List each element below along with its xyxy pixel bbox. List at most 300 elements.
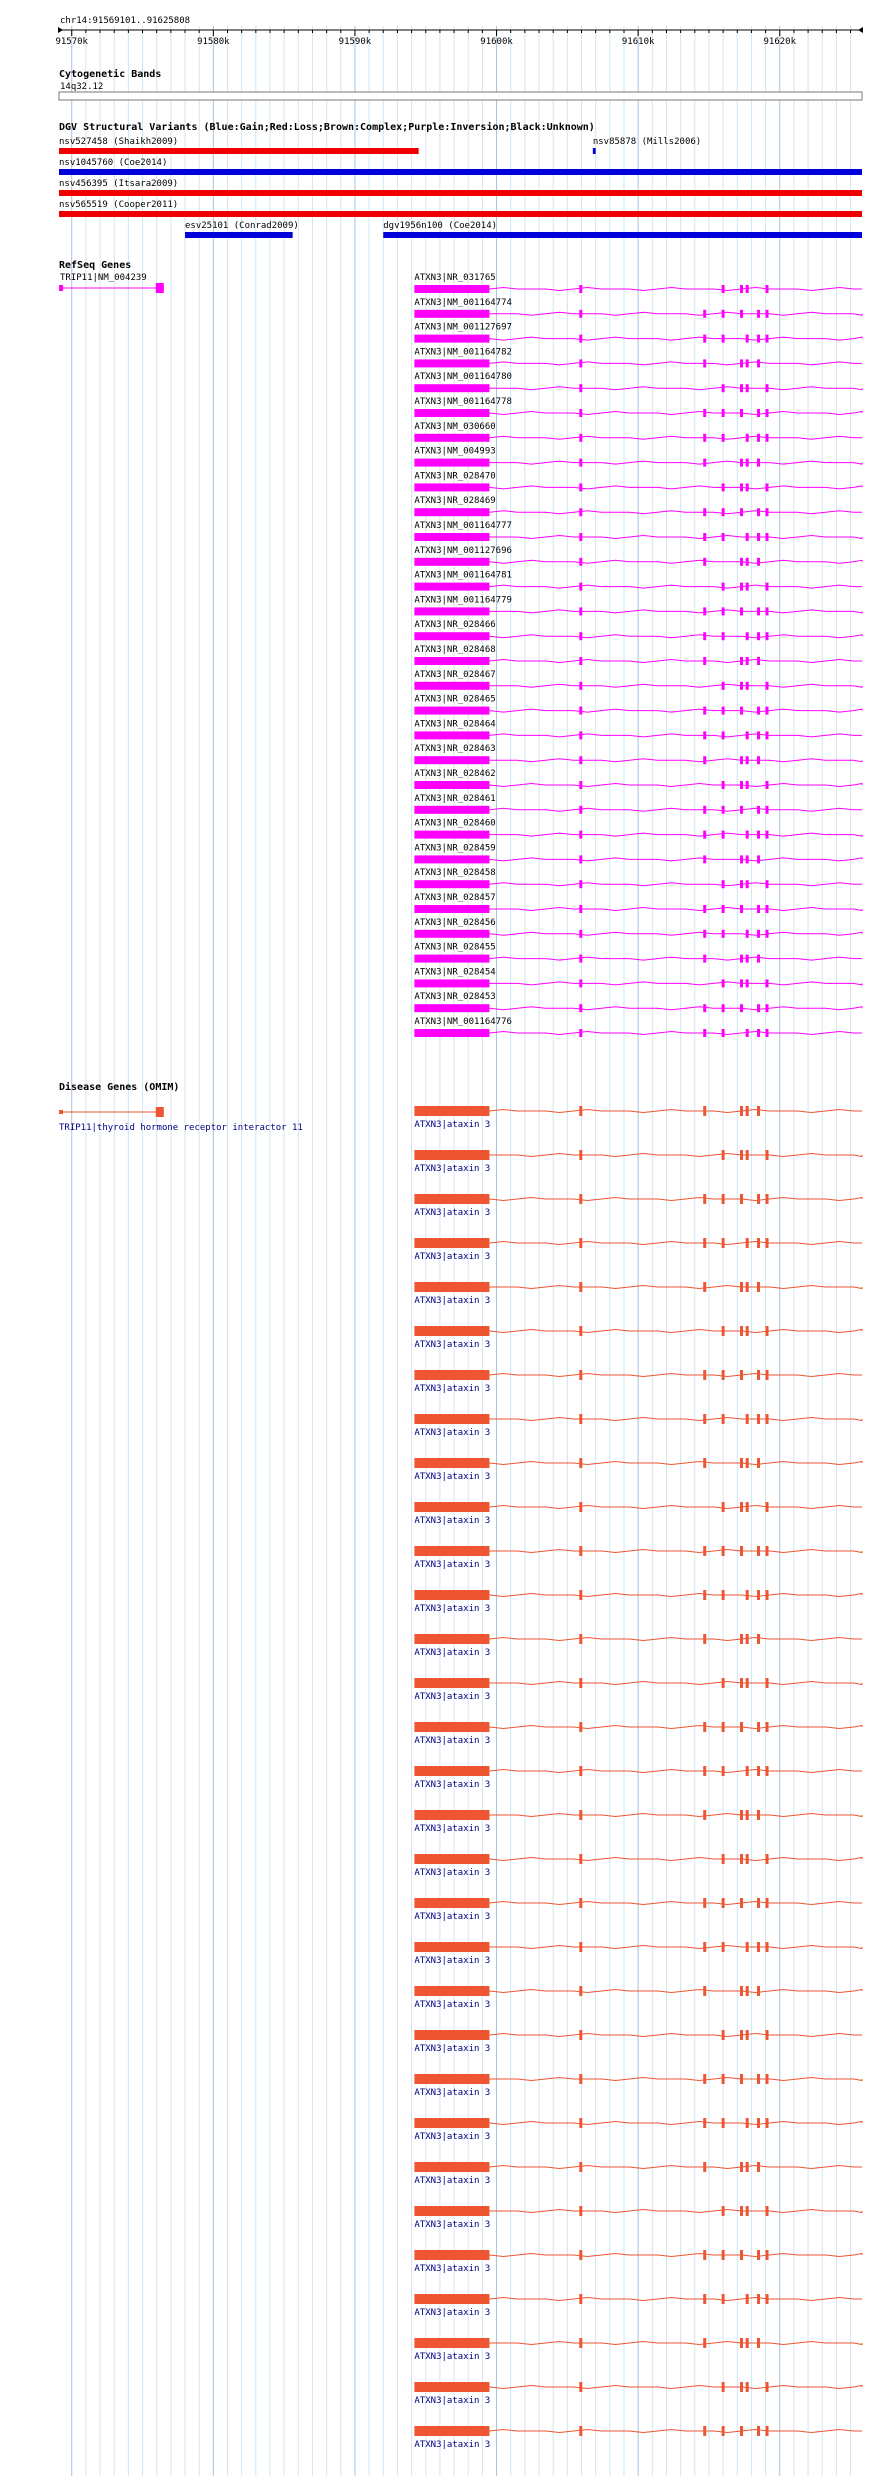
omim-exon xyxy=(579,1282,582,1292)
dgv-variant-bar xyxy=(593,148,596,154)
dgv-variant-label: nsv527458 (Shaikh2009) xyxy=(59,137,179,147)
dgv-track[interactable] xyxy=(59,137,862,238)
refseq-exon xyxy=(757,930,760,938)
omim-utr-block xyxy=(414,1238,489,1248)
omim-intron-line xyxy=(489,1638,862,1641)
refseq-exon xyxy=(579,583,582,591)
omim-exon xyxy=(757,1810,760,1820)
refseq-exon xyxy=(757,756,760,764)
omim-intron-line xyxy=(489,2254,862,2257)
refseq-intron-line xyxy=(489,883,862,886)
refseq-exon xyxy=(579,905,582,913)
refseq-exon xyxy=(766,707,769,715)
omim-intron-line xyxy=(489,2210,862,2213)
omim-utr-block xyxy=(414,2250,489,2260)
omim-exon xyxy=(579,1854,582,1864)
cytoband-track-title[interactable]: Cytogenetic Bands xyxy=(59,69,162,80)
refseq-exon xyxy=(703,607,706,615)
omim-exon xyxy=(703,1458,706,1468)
refseq-exon xyxy=(703,632,706,640)
refseq-exon xyxy=(579,682,582,690)
refseq-utr-block xyxy=(414,1004,489,1012)
refseq-exon xyxy=(722,880,725,888)
refseq-exon xyxy=(579,756,582,764)
dgv-variant-label: nsv456395 (Itsara2009) xyxy=(59,179,179,189)
refseq-transcript-label: ATXN3|NR_028455 xyxy=(414,942,496,953)
omim-gene-label: ATXN3|ataxin 3 xyxy=(414,1120,491,1130)
omim-exon xyxy=(703,1546,706,1556)
omim-exon xyxy=(757,1238,760,1248)
refseq-exon xyxy=(722,1029,725,1037)
refseq-utr-block xyxy=(414,558,489,566)
refseq-exon xyxy=(579,533,582,541)
omim-exon xyxy=(766,2030,769,2040)
refseq-utr-block xyxy=(414,979,489,987)
omim-intron-line xyxy=(489,1594,862,1597)
omim-exon xyxy=(757,2426,760,2436)
omim-exon xyxy=(579,1722,582,1732)
omim-gene-label: ATXN3|ataxin 3 xyxy=(414,1648,491,1658)
omim-exon xyxy=(766,1502,769,1512)
omim-utr-block xyxy=(414,1722,489,1732)
omim-gene-label: ATXN3|ataxin 3 xyxy=(414,1340,491,1350)
omim-gene-label: ATXN3|ataxin 3 xyxy=(414,1604,491,1614)
refseq-transcript-label: ATXN3|NM_001164780 xyxy=(414,372,512,383)
refseq-exon xyxy=(740,508,743,516)
refseq-utr-block xyxy=(414,781,489,789)
dgv-track-title[interactable]: DGV Structural Variants (Blue:Gain;Red:Loss;Brown:Complex;Purple:Inversion;Black:Unknown) xyxy=(59,122,595,133)
omim-exon xyxy=(766,2206,769,2216)
refseq-intron-line xyxy=(489,585,862,588)
refseq-intron-line xyxy=(489,610,862,613)
refseq-exon xyxy=(579,707,582,715)
refseq-exon xyxy=(579,1029,582,1037)
ruler-right-arrow xyxy=(858,27,863,33)
refseq-exon xyxy=(746,731,749,739)
refseq-intron-line xyxy=(489,635,862,638)
refseq-exon xyxy=(757,657,760,665)
cytoband-bar[interactable] xyxy=(59,92,862,100)
omim-exon xyxy=(757,1986,760,1996)
omim-exon xyxy=(757,1590,760,1600)
dgv-variant-bar xyxy=(383,232,862,238)
refseq-exon xyxy=(579,831,582,839)
dgv-variant-bar xyxy=(185,232,293,238)
refseq-exon xyxy=(579,434,582,442)
refseq-exon xyxy=(766,979,769,987)
refseq-intron-line xyxy=(489,560,862,563)
refseq-exon xyxy=(757,558,760,566)
omim-utr-block xyxy=(414,2074,489,2084)
refseq-transcript-label: ATXN3|NR_028463 xyxy=(414,744,496,755)
refseq-exon xyxy=(740,756,743,764)
omim-exon xyxy=(579,1150,582,1160)
omim-exon xyxy=(766,1942,769,1952)
refseq-transcript-label: ATXN3|NR_028460 xyxy=(414,818,496,829)
refseq-utr-block xyxy=(414,533,489,541)
omim-exon xyxy=(740,1722,743,1732)
omim-intron-line xyxy=(489,1682,862,1685)
omim-exon xyxy=(703,2118,706,2128)
ruler-tick-label: 91610k xyxy=(621,37,655,47)
omim-exon xyxy=(579,1370,582,1380)
refseq-exon xyxy=(766,384,769,392)
omim-gene-label: ATXN3|ataxin 3 xyxy=(414,2264,491,2274)
refseq-exon xyxy=(579,880,582,888)
refseq-track-title[interactable]: RefSeq Genes xyxy=(59,260,132,271)
refseq-exon xyxy=(766,880,769,888)
refseq-track[interactable] xyxy=(59,273,862,1037)
refseq-exon xyxy=(757,459,760,467)
omim-utr-block xyxy=(414,2206,489,2216)
refseq-utr-block xyxy=(414,955,489,963)
omim-intron-line xyxy=(489,1726,862,1729)
omim-exon xyxy=(722,1370,725,1380)
refseq-exon xyxy=(740,979,743,987)
refseq-transcript-label: ATXN3|NR_028464 xyxy=(414,719,496,730)
refseq-exon xyxy=(722,979,725,987)
omim-gene-label: ATXN3|ataxin 3 xyxy=(414,1560,491,1570)
omim-track-title[interactable]: Disease Genes (OMIM) xyxy=(59,1082,180,1093)
cytoband-label[interactable]: 14q32.12 xyxy=(60,82,104,92)
refseq-exon xyxy=(579,657,582,665)
omim-exon xyxy=(766,1854,769,1864)
refseq-exon xyxy=(740,359,743,367)
ruler-tick-label: 91620k xyxy=(763,37,797,47)
dgv-variant-bar xyxy=(59,148,419,154)
omim-exon xyxy=(746,2162,749,2172)
refseq-intron-line xyxy=(489,461,862,464)
refseq-utr-block xyxy=(414,682,489,690)
refseq-exon xyxy=(766,533,769,541)
omim-exon xyxy=(579,1458,582,1468)
omim-utr-block xyxy=(414,2382,489,2392)
refseq-exon xyxy=(740,459,743,467)
refseq-exon xyxy=(703,434,706,442)
refseq-transcript-label: ATXN3|NM_001164779 xyxy=(414,595,512,606)
refseq-exon xyxy=(703,1029,706,1037)
omim-utr-block xyxy=(414,1678,489,1688)
refseq-intron-line xyxy=(489,412,862,415)
ruler[interactable] xyxy=(55,27,863,47)
refseq-exon xyxy=(740,310,743,318)
omim-utr-block xyxy=(414,1986,489,1996)
refseq-exon xyxy=(746,657,749,665)
omim-exon xyxy=(757,1370,760,1380)
omim-exon xyxy=(740,2250,743,2260)
refseq-utr-block xyxy=(414,855,489,863)
dgv-variant-label: nsv565519 (Cooper2011) xyxy=(59,200,179,210)
refseq-exon xyxy=(757,409,760,417)
refseq-utr-block xyxy=(414,607,489,615)
refseq-exon xyxy=(722,409,725,417)
refseq-utr-block xyxy=(414,409,489,417)
omim-intron-line xyxy=(489,2298,862,2301)
omim-exon xyxy=(746,2030,749,2040)
omim-utr-block xyxy=(414,2030,489,2040)
omim-gene-label: ATXN3|ataxin 3 xyxy=(414,2044,491,2054)
refseq-intron-line xyxy=(489,908,862,911)
refseq-exon xyxy=(757,707,760,715)
omim-exon xyxy=(740,2338,743,2348)
refseq-exon xyxy=(757,831,760,839)
omim-exon xyxy=(579,1898,582,1908)
omim-intron-line xyxy=(489,1154,862,1157)
omim-exon xyxy=(746,1414,749,1424)
refseq-exon xyxy=(722,335,725,343)
refseq-exon xyxy=(757,955,760,963)
refseq-exon xyxy=(579,285,582,293)
omim-exon xyxy=(757,2162,760,2172)
refseq-utr-block xyxy=(414,905,489,913)
omim-gene-label: ATXN3|ataxin 3 xyxy=(414,1736,491,1746)
refseq-exon xyxy=(579,508,582,516)
refseq-exon xyxy=(722,707,725,715)
refseq-exon xyxy=(757,434,760,442)
omim-exon xyxy=(722,2294,725,2304)
refseq-intron-line xyxy=(489,759,862,762)
trip11-omim-label[interactable]: TRIP11|thyroid hormone receptor interactor 11 xyxy=(59,1123,303,1133)
omim-exon xyxy=(746,1590,749,1600)
omim-exon xyxy=(740,1106,743,1116)
omim-exon xyxy=(746,1766,749,1776)
omim-exon xyxy=(722,1898,725,1908)
refseq-intron-line xyxy=(489,932,862,935)
ruler-tick-label: 91580k xyxy=(197,37,230,47)
omim-gene-label: ATXN3|ataxin 3 xyxy=(414,2176,491,2186)
omim-utr-block xyxy=(414,2426,489,2436)
refseq-transcript-label: ATXN3|NR_028468 xyxy=(414,645,496,655)
omim-intron-line xyxy=(489,1814,862,1817)
refseq-intron-line xyxy=(489,957,862,960)
omim-exon xyxy=(579,2426,582,2436)
omim-exon xyxy=(740,2074,743,2084)
refseq-transcript-label: ATXN3|NR_028458 xyxy=(414,868,496,879)
omim-exon xyxy=(740,1370,743,1380)
refseq-intron-line xyxy=(489,784,862,787)
dgv-variant-bar xyxy=(59,169,862,175)
omim-exon xyxy=(740,2426,743,2436)
omim-exon xyxy=(722,2382,725,2392)
refseq-transcript-label: ATXN3|NM_001164774 xyxy=(414,297,512,308)
omim-gene-label: ATXN3|ataxin 3 xyxy=(414,1472,491,1482)
refseq-transcript-label: ATXN3|NR_028461 xyxy=(414,793,496,804)
refseq-exon xyxy=(722,533,725,541)
omim-exon xyxy=(703,1238,706,1248)
refseq-exon xyxy=(766,731,769,739)
omim-exon xyxy=(757,1282,760,1292)
refseq-intron-line xyxy=(489,709,862,712)
refseq-exon xyxy=(766,285,769,293)
omim-gene-label: ATXN3|ataxin 3 xyxy=(414,1956,491,1966)
omim-intron-line xyxy=(489,2386,862,2389)
omim-intron-line xyxy=(489,1110,862,1113)
refseq-exon xyxy=(703,707,706,715)
omim-exon xyxy=(740,1634,743,1644)
omim-exon xyxy=(579,1678,582,1688)
refseq-utr-block xyxy=(414,657,489,665)
refseq-exon xyxy=(579,955,582,963)
omim-exon xyxy=(757,1898,760,1908)
omim-exon xyxy=(579,1502,582,1512)
omim-exon xyxy=(740,1546,743,1556)
refseq-transcript-label: ATXN3|NM_001127697 xyxy=(414,322,512,333)
omim-exon xyxy=(746,1106,749,1116)
refseq-exon xyxy=(757,1004,760,1012)
refseq-exon xyxy=(746,434,749,442)
omim-gene-label: ATXN3|ataxin 3 xyxy=(414,2000,491,2010)
omim-exon xyxy=(579,1194,582,1204)
omim-utr-block xyxy=(414,1326,489,1336)
omim-intron-line xyxy=(489,1946,862,1949)
omim-intron-line xyxy=(489,1990,862,1993)
omim-track[interactable] xyxy=(59,1106,862,2450)
refseq-exon xyxy=(579,930,582,938)
refseq-exon xyxy=(722,682,725,690)
refseq-exon xyxy=(703,905,706,913)
dgv-variant-bar xyxy=(59,190,862,196)
omim-exon xyxy=(740,1986,743,1996)
omim-exon xyxy=(766,1898,769,1908)
refseq-exon xyxy=(703,359,706,367)
omim-exon xyxy=(757,1634,760,1644)
refseq-exon xyxy=(746,930,749,938)
refseq-exon xyxy=(757,632,760,640)
refseq-transcript-label: ATXN3|NM_001164781 xyxy=(414,570,512,581)
trip11-refseq-label[interactable]: TRIP11|NM_004239 xyxy=(60,273,147,283)
omim-exon xyxy=(766,2118,769,2128)
omim-exon xyxy=(703,1986,706,1996)
omim-exon xyxy=(757,1106,760,1116)
refseq-exon xyxy=(722,310,725,318)
refseq-exon xyxy=(740,682,743,690)
omim-exon xyxy=(757,2250,760,2260)
omim-exon xyxy=(579,1942,582,1952)
omim-utr-block xyxy=(414,2162,489,2172)
refseq-exon xyxy=(746,583,749,591)
refseq-exon xyxy=(740,583,743,591)
omim-intron-line xyxy=(489,2078,862,2081)
omim-exon xyxy=(766,1326,769,1336)
refseq-transcript-label: ATXN3|NR_031765 xyxy=(414,273,496,283)
refseq-transcript-label: ATXN3|NM_030660 xyxy=(414,421,496,432)
refseq-exon xyxy=(766,806,769,814)
omim-intron-line xyxy=(489,1506,862,1509)
refseq-exon xyxy=(740,483,743,491)
omim-exon xyxy=(746,1942,749,1952)
location-label: chr14:91569101..91625808 xyxy=(60,16,191,26)
omim-exon xyxy=(722,1546,725,1556)
refseq-utr-block xyxy=(414,831,489,839)
refseq-intron-line xyxy=(489,387,862,390)
omim-utr-block xyxy=(414,1590,489,1600)
omim-exon xyxy=(579,2250,582,2260)
refseq-transcript-label: ATXN3|NR_028453 xyxy=(414,992,496,1003)
refseq-utr-block xyxy=(414,806,489,814)
omim-intron-line xyxy=(489,1462,862,1465)
omim-gene-label: ATXN3|ataxin 3 xyxy=(414,2220,491,2230)
omim-exon xyxy=(757,2338,760,2348)
refseq-intron-line xyxy=(489,808,862,811)
omim-exon xyxy=(579,1986,582,1996)
refseq-exon xyxy=(722,384,725,392)
omim-gene-label: ATXN3|ataxin 3 xyxy=(414,1164,491,1174)
omim-exon xyxy=(722,2074,725,2084)
refseq-intron-line xyxy=(489,1007,862,1010)
refseq-exon xyxy=(746,632,749,640)
omim-exon xyxy=(703,1590,706,1600)
refseq-exon xyxy=(766,930,769,938)
refseq-transcript-label: ATXN3|NR_028470 xyxy=(414,471,496,482)
omim-intron-line xyxy=(489,2122,862,2125)
omim-exon xyxy=(722,1590,725,1600)
omim-exon xyxy=(746,1150,749,1160)
refseq-exon xyxy=(722,632,725,640)
refseq-exon xyxy=(703,508,706,516)
refseq-exon xyxy=(766,409,769,417)
refseq-intron-line xyxy=(489,337,862,340)
refseq-exon xyxy=(703,756,706,764)
omim-exon xyxy=(722,1942,725,1952)
omim-exon xyxy=(746,1634,749,1644)
omim-exon xyxy=(740,2162,743,2172)
refseq-exon xyxy=(746,955,749,963)
refseq-exon xyxy=(579,459,582,467)
refseq-exon xyxy=(757,806,760,814)
omim-intron-line xyxy=(489,1902,862,1905)
omim-exon xyxy=(746,1502,749,1512)
refseq-utr-block xyxy=(414,731,489,739)
omim-intron-line xyxy=(489,1242,862,1245)
refseq-exon xyxy=(740,657,743,665)
refseq-exon xyxy=(703,1004,706,1012)
omim-exon xyxy=(746,2382,749,2392)
omim-exon xyxy=(703,1898,706,1908)
ruler-left-arrow xyxy=(58,27,63,33)
refseq-exon xyxy=(757,310,760,318)
omim-utr-block xyxy=(414,2294,489,2304)
refseq-exon xyxy=(740,781,743,789)
omim-exon xyxy=(703,1194,706,1204)
omim-gene-label: ATXN3|ataxin 3 xyxy=(414,1912,491,1922)
ruler-tick-label: 91570k xyxy=(55,37,88,47)
omim-gene-label: ATXN3|ataxin 3 xyxy=(414,1428,491,1438)
omim-utr-block xyxy=(414,1766,489,1776)
refseq-exon xyxy=(740,707,743,715)
omim-utr-block xyxy=(414,1106,489,1116)
dgv-variant-label: nsv1045760 (Coe2014) xyxy=(59,158,168,168)
omim-exon xyxy=(757,1546,760,1556)
omim-exon xyxy=(579,1238,582,1248)
refseq-transcript-label: ATXN3|NR_028469 xyxy=(414,496,496,507)
omim-gene-label: ATXN3|ataxin 3 xyxy=(414,1868,491,1878)
omim-exon xyxy=(722,1854,725,1864)
refseq-exon xyxy=(766,831,769,839)
omim-gene-label: ATXN3|ataxin 3 xyxy=(414,1384,491,1394)
omim-exon xyxy=(703,1766,706,1776)
refseq-exon xyxy=(703,310,706,318)
omim-exon xyxy=(740,2030,743,2040)
refseq-exon xyxy=(703,558,706,566)
omim-exon xyxy=(722,1414,725,1424)
refseq-exon xyxy=(703,657,706,665)
refseq-exon xyxy=(757,508,760,516)
refseq-exon xyxy=(757,533,760,541)
omim-exon xyxy=(722,1678,725,1688)
omim-exon xyxy=(703,2294,706,2304)
refseq-utr-block xyxy=(414,707,489,715)
omim-utr-block xyxy=(414,1898,489,1908)
